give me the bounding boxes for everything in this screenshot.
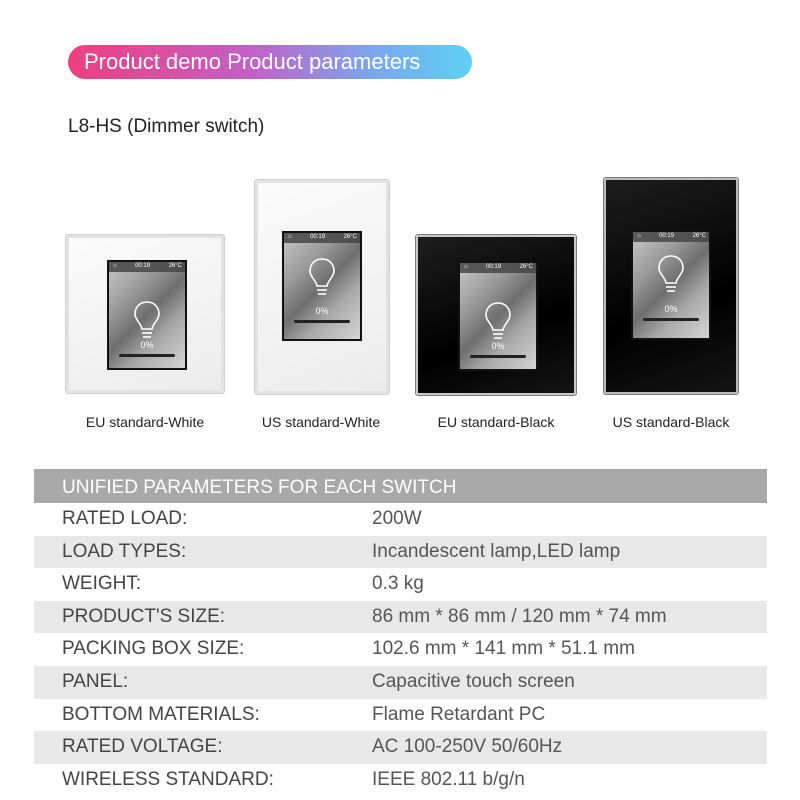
dimmer-percent: 0% bbox=[315, 306, 329, 316]
device-screen: ⌂ 00:19 26°C 0% bbox=[631, 230, 711, 340]
dimmer-bar bbox=[470, 355, 526, 358]
caption-us-black: US standard-Black bbox=[612, 414, 730, 430]
dimmer-bar bbox=[643, 318, 699, 321]
table-row: BOTTOM MATERIALS: Flame Retardant PC bbox=[62, 703, 546, 725]
device-screen: ⌂ 00:19 26°C 0% bbox=[107, 260, 187, 370]
device-eu-white bbox=[66, 235, 224, 393]
device-screen: ⌂ 00:19 26°C 0% bbox=[458, 261, 538, 371]
bulb-icon bbox=[657, 254, 685, 294]
table-header: UNIFIED PARAMETERS FOR EACH SWITCH bbox=[34, 469, 767, 503]
dimmer-percent: 0% bbox=[140, 340, 154, 350]
table-row: WIRELESS STANDARD: IEEE 802.11 b/g/n bbox=[62, 768, 525, 790]
table-row: WEIGHT: 0.3 kg bbox=[62, 573, 424, 595]
bulb-icon bbox=[133, 300, 161, 340]
table-row: PACKING BOX SIZE: 102.6 mm * 141 mm * 51.1 mm bbox=[62, 638, 635, 660]
bulb-icon bbox=[308, 257, 336, 297]
device-us-white bbox=[255, 180, 389, 394]
device-eu-black bbox=[416, 235, 576, 395]
caption-eu-black: EU standard-Black bbox=[437, 414, 555, 430]
model-title: L8-HS (Dimmer switch) bbox=[68, 116, 265, 137]
bulb-icon bbox=[484, 301, 512, 341]
table-row: PRODUCT'S SIZE: 86 mm * 86 mm / 120 mm * 74 mm bbox=[34, 601, 767, 634]
table-row: RATED LOAD: 200W bbox=[62, 508, 422, 529]
dimmer-percent: 0% bbox=[491, 341, 505, 351]
table-row: RATED VOLTAGE: AC 100-250V 50/60Hz bbox=[34, 731, 767, 764]
caption-eu-white: EU standard-White bbox=[85, 414, 205, 430]
dimmer-bar bbox=[294, 320, 350, 323]
dimmer-bar bbox=[119, 354, 175, 357]
section-banner: Product demo Product parameters bbox=[68, 45, 472, 79]
table-row: PANEL: Capacitive touch screen bbox=[34, 666, 767, 699]
device-screen: ⌂ 00:19 26°C 0% bbox=[282, 231, 362, 341]
caption-us-white: US standard-White bbox=[261, 414, 381, 430]
dimmer-percent: 0% bbox=[664, 304, 678, 314]
device-us-black bbox=[604, 178, 738, 394]
table-row: LOAD TYPES: Incandescent lamp,LED lamp bbox=[34, 536, 767, 569]
parameters-table bbox=[34, 469, 767, 796]
